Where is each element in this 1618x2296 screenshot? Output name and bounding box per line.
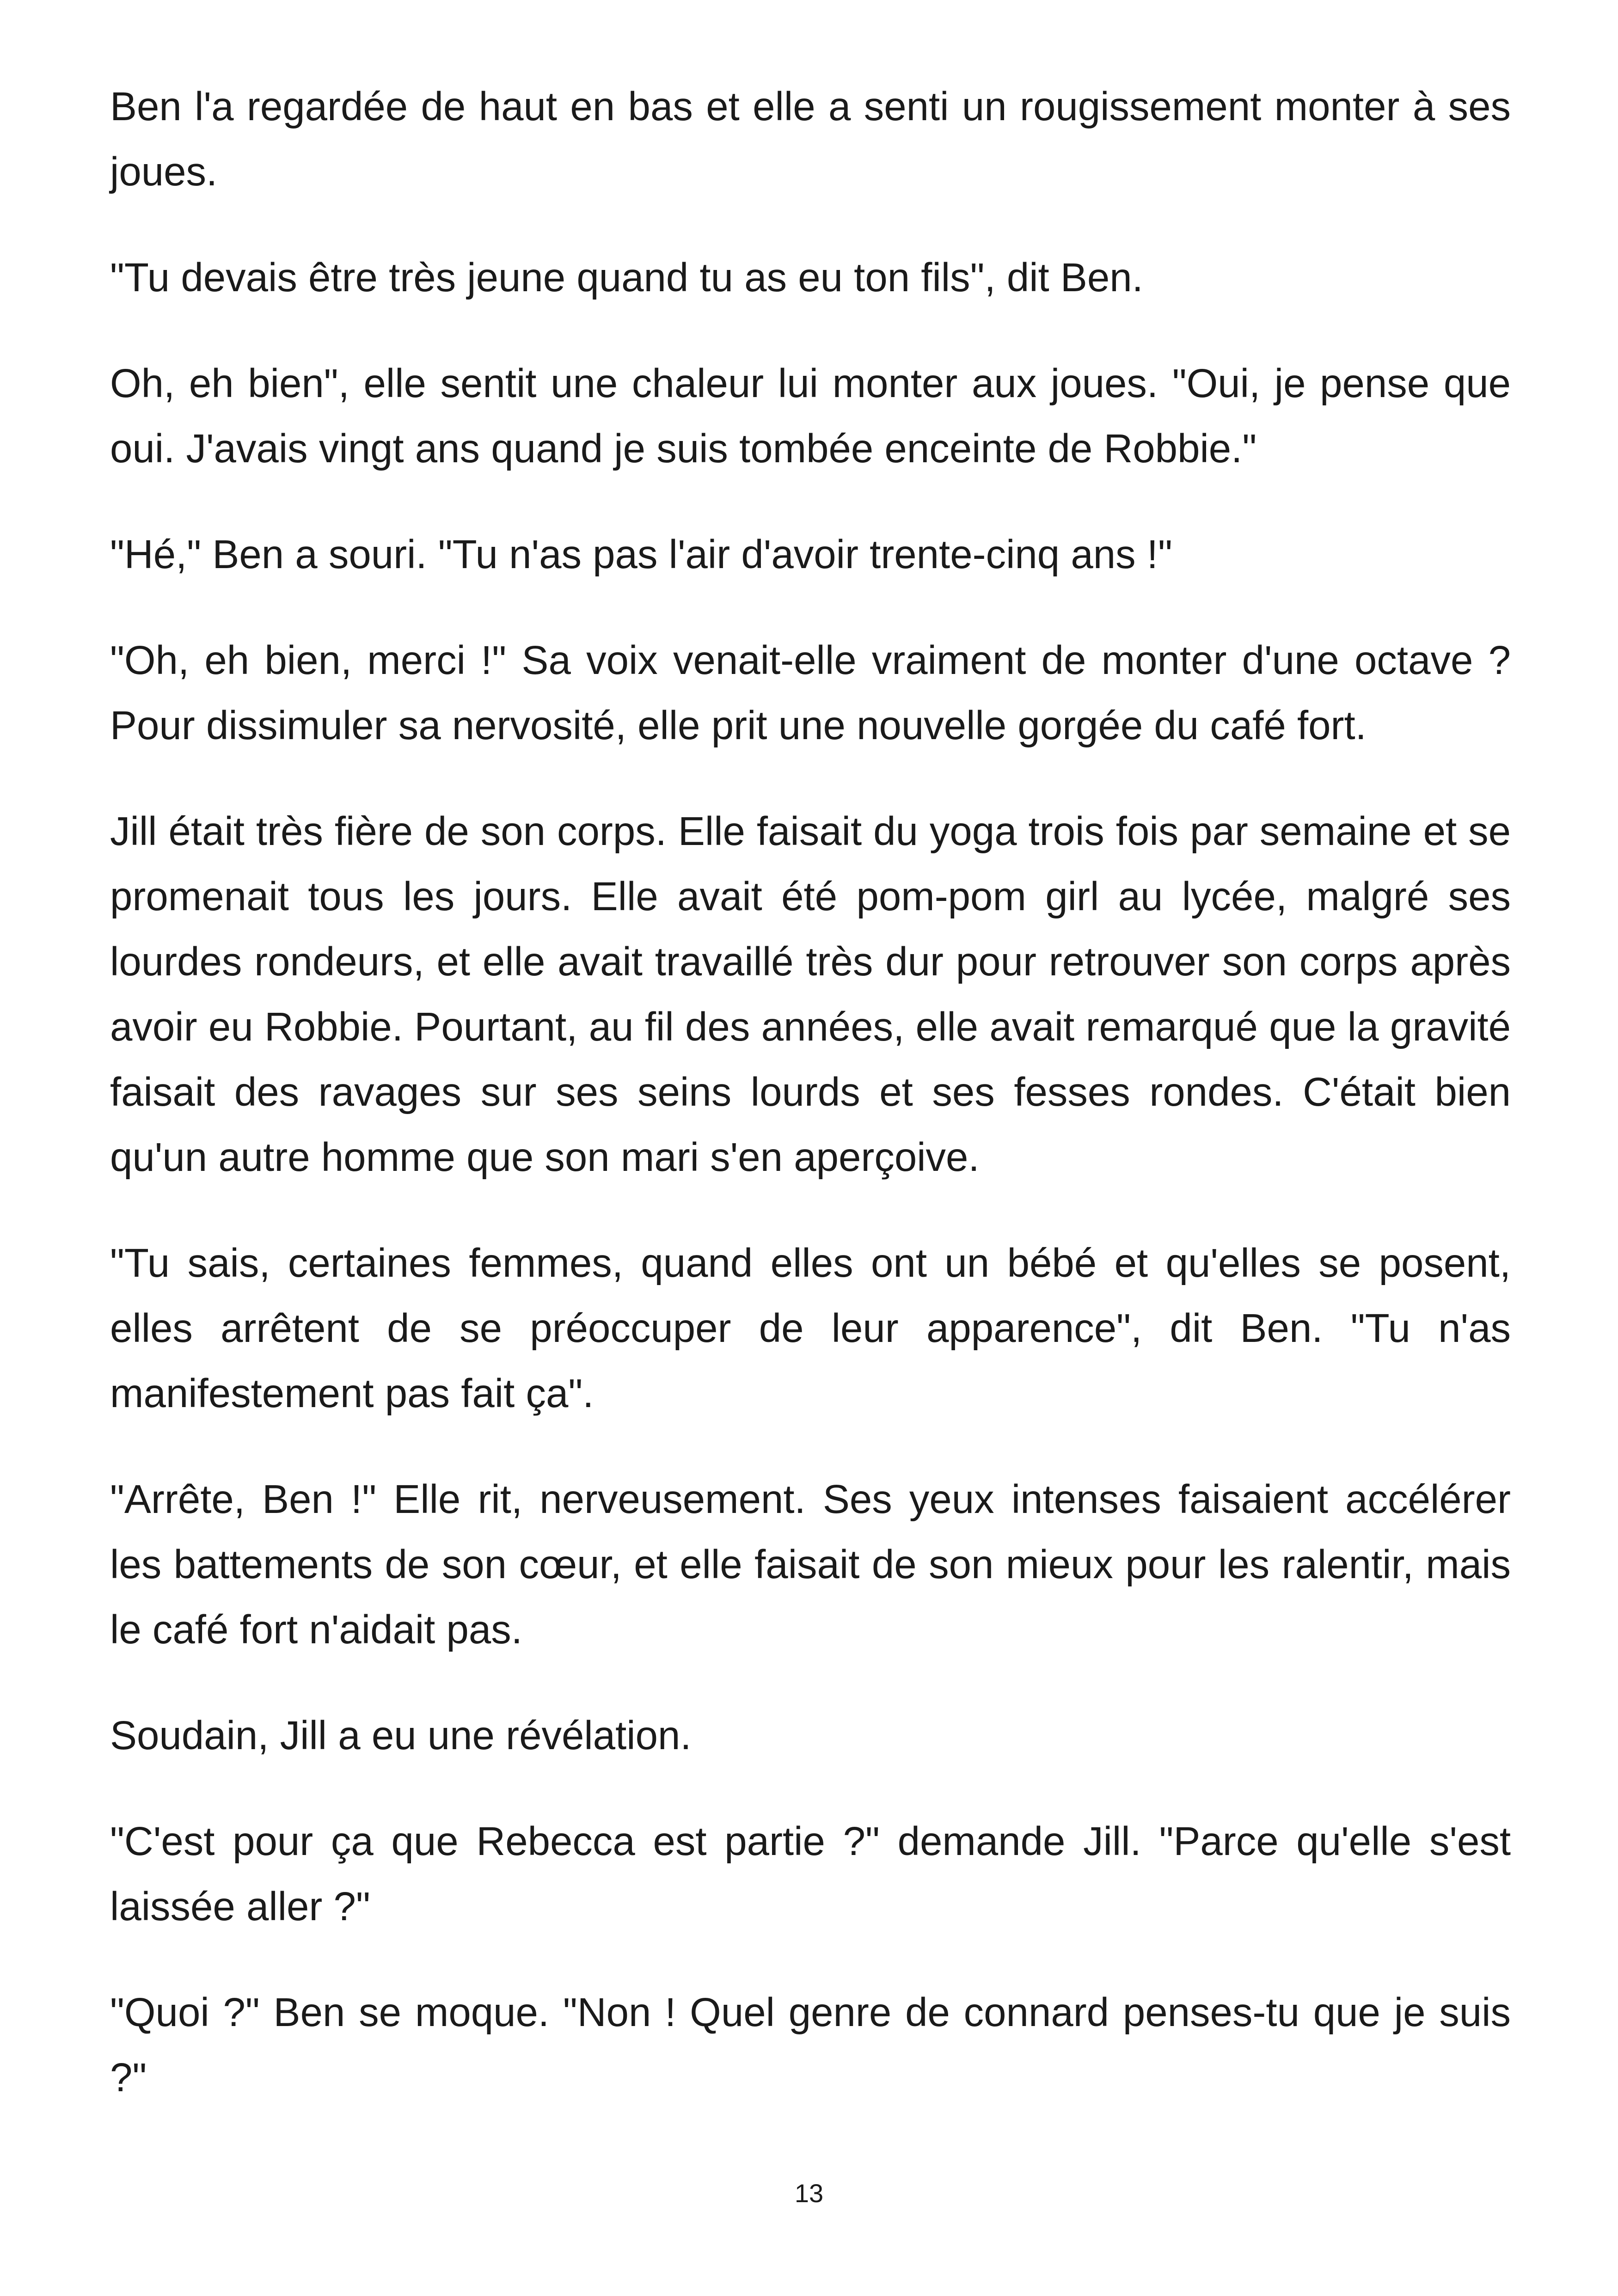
paragraph-9: Soudain, Jill a eu une révélation. [110,1713,692,1758]
paragraph-7: "Tu sais, certaines femmes, quand elles ont un bébé et qu'elles se posent, elles arrêtent de se préoccuper de leur apparence", dit Ben. "Tu n'as manifestement pas fait ça". [110,1241,1511,1416]
paragraph-10: "C'est pour ça que Rebecca est partie ?" demande Jill. "Parce qu'elle s'est laissée aller ?" [110,1819,1511,1929]
text-body [110,74,1511,2151]
paragraph-8: "Arrête, Ben !" Elle rit, nerveusement. Ses yeux intenses faisaient accélérer les battements de son cœur, et elle faisait de son mieux pour les ralentir, mais le café fort n'aidait pas. [110,1477,1511,1652]
paragraph-3: Oh, eh bien", elle sentit une chaleur lui monter aux joues. "Oui, je pense que oui. J'avais vingt ans quand je suis tombée enceinte de Robbie." [110,361,1511,471]
paragraph-11: "Quoi ?" Ben se moque. "Non ! Quel genre de connard penses-tu que je suis ?" [110,1990,1511,2100]
paragraph-4: "Hé," Ben a souri. "Tu n'as pas l'air d'avoir trente-cinq ans !" [110,532,1172,577]
paragraph-2: "Tu devais être très jeune quand tu as eu ton fils", dit Ben. [110,255,1143,300]
paragraph-5: "Oh, eh bien, merci !" Sa voix venait-elle vraiment de monter d'une octave ? Pour dissimuler sa nervosité, elle prit une nouvelle gorgée du café fort. [110,638,1511,748]
paragraph-6: Jill était très fière de son corps. Elle faisait du yoga trois fois par semaine et se promenait tous les jours. Elle avait été pom-pom girl au lycée, malgré ses lourdes rondeurs, et elle avait travaillé très dur pour retrouver son corps après avoir eu Robbie. Pourtant, au fil des années, elle avait remarqué que la gravité faisait des ravages sur ses seins lourds et ses fesses rondes. C'était bien qu'un autre homme que son mari s'en aperçoive. [110,809,1511,1180]
paragraph-1: Ben l'a regardée de haut en bas et elle a senti un rougissement monter à ses joues. [110,84,1511,194]
page-number: 13 [794,2179,824,2208]
